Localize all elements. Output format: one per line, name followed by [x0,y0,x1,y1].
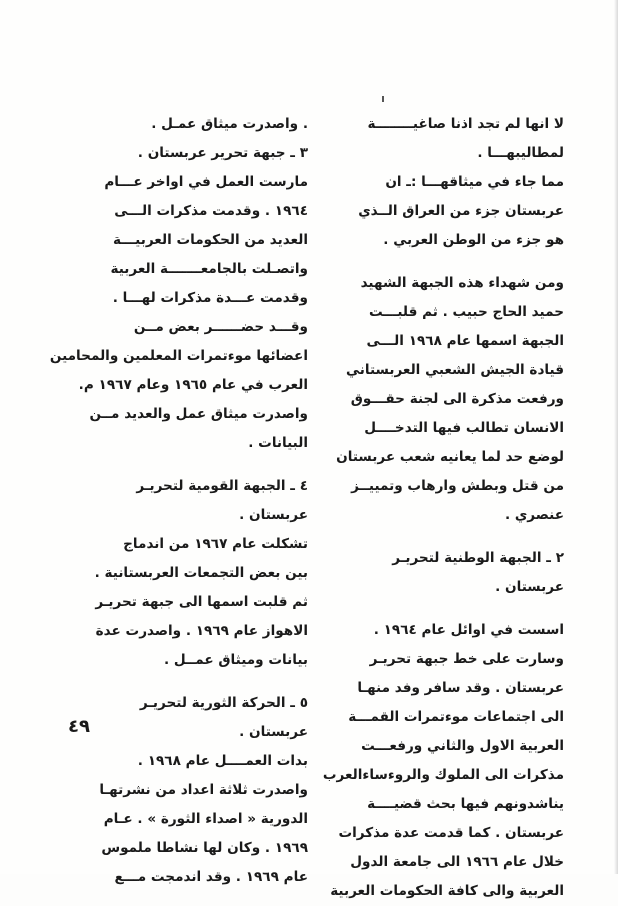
section-heading-2 [312,544,564,602]
text-line: الانسان تطالب فيها التدخــــل [364,420,564,436]
text-line: الى اجتماعات موءتمرات القمـــة [348,709,564,725]
text-line: العربية الاول والثاني ورفعـــت [361,738,564,754]
text-line: ورفعت مذكرة الى لجنة حقـــوق [350,391,564,407]
text-line: عربستان . وقد سافر وفد منهـا [357,680,564,696]
text-line: حميد الحاج حبيب . ثم قلبـــت [369,304,564,320]
text-line: الجبهة اسمها عام ١٩٦٨ الـــى [366,333,564,349]
text-line: بدات العمــــل عام ١٩٦٨ . [137,753,308,769]
section-heading-5 [76,689,308,747]
heading-line: عربستان . [239,724,308,740]
text-line: عربستان . كما قدمت عدة مذكرات [338,825,564,841]
text-line: تشكلت عام ١٩٦٧ من اندماج [123,536,308,552]
right-column [312,110,564,906]
text-line: . واصدرت ميثاق عمـل . [151,116,308,132]
text-line: اسست في اوائل عام ١٩٦٤ . [373,622,564,638]
text-line: ثم قلبت اسمها الى جبهة تحريـر [95,594,308,610]
text-line: ١٩٦٤ . وقدمت مذكرات الـــى [114,203,308,219]
paragraph-liberation-front [49,168,308,458]
text-line: بين بعض التجمعات العربستانية . [94,565,308,581]
text-line: قيادة الجيش الشعبي العربستاني [346,362,564,378]
left-column [49,110,308,892]
paragraph-intro-end [312,110,564,168]
text-line: الدورية « اصداء الثورة » . عـام [103,811,308,827]
text-line: واصدرت ثلاثة اعداد من نشرتهـا [99,782,308,798]
text-line: العربية والى كافة الحكومات العربية [330,883,564,899]
text-line: ١٩٦٩ . وكان لها نشاطا ملموس [101,840,308,856]
heading-line: ٢ ـ الجبهة الوطنية لتحريـر [392,550,564,566]
text-line: لمطاليبهـــا . [477,145,564,161]
text-line: اعضائها موءتمرات المعلمين والمحامين [49,348,308,364]
section-heading-4 [76,472,308,530]
text-line: بيانات وميثاق عمــل . [163,652,308,668]
text-line: هو جزء من الوطن العربي . [383,232,564,248]
section-heading-3 [76,139,308,168]
text-line: وقدمت عـــدة مذكرات لهـــا . [112,290,308,306]
ink-mark [382,96,384,102]
text-line: خلال عام ١٩٦٦ الى جامعة الدول [350,854,564,870]
paragraph-charter [312,168,564,255]
text-line: مما جاء في ميثاقهـــا :ـ ان [385,174,564,190]
text-line: مذكرات الى الملوك والروءساءالعرب [322,767,564,783]
text-line: وسارت على خط جبهة تحريـر [369,651,564,667]
text-line: العرب في عام ١٩٦٥ وعام ١٩٦٧ م. [78,377,308,393]
text-line: عام ١٩٦٩ . وقد اندمجت مـــع [114,869,308,885]
text-line: البيانات . [248,435,308,451]
heading-line: ٤ ـ الجبهة القومية لتحريـر [136,478,308,494]
text-line: وقـــد حضــــــر بعض مــن [133,319,308,335]
text-line: لا انها لم تجد اذنا صاغيــــــــة [367,116,564,132]
text-line: مارست العمل في اواخر عـــام [104,174,308,190]
heading-line: عربستان . [495,579,564,595]
heading-line: عربستان . [239,507,308,523]
text-line: لوضع حد لما يعانيه شعب عربستان [336,449,564,465]
text-line: من قتل وبطش وارهاب وتمييــز [351,478,564,494]
text-line: عربستان جزء من العراق الــذي [358,203,564,219]
page-edge-shadow [614,0,618,874]
text-line: عنصري . [504,507,564,523]
text-line: يناشدونهم فيها بحث قضيــــة [367,796,564,812]
text-line: واصدرت ميثاق عمل والعديد مــن [89,406,308,422]
text-line: العديد من الحكومات العربيـــة [113,232,308,248]
heading-line: ٣ ـ جبهة تحرير عربستان . [137,145,308,161]
paragraph-martyrs [312,269,564,530]
paragraph-revolutionary-movement [76,747,308,892]
text-line: ومن شهداء هذه الجبهة الشهيد [360,275,564,291]
paragraph-top-line [76,110,308,139]
heading-line: ٥ ـ الحركة الثورية لتحريـر [139,695,308,711]
page-number: ٤٩ [68,716,90,737]
text-line: واتصـلت بالجامعـــــــة العربية [110,261,308,277]
paragraph-national-front [312,616,564,906]
paragraph-nationalist-front [76,530,308,675]
text-line: الاهواز عام ١٩٦٩ . واصدرت عدة [95,623,308,639]
